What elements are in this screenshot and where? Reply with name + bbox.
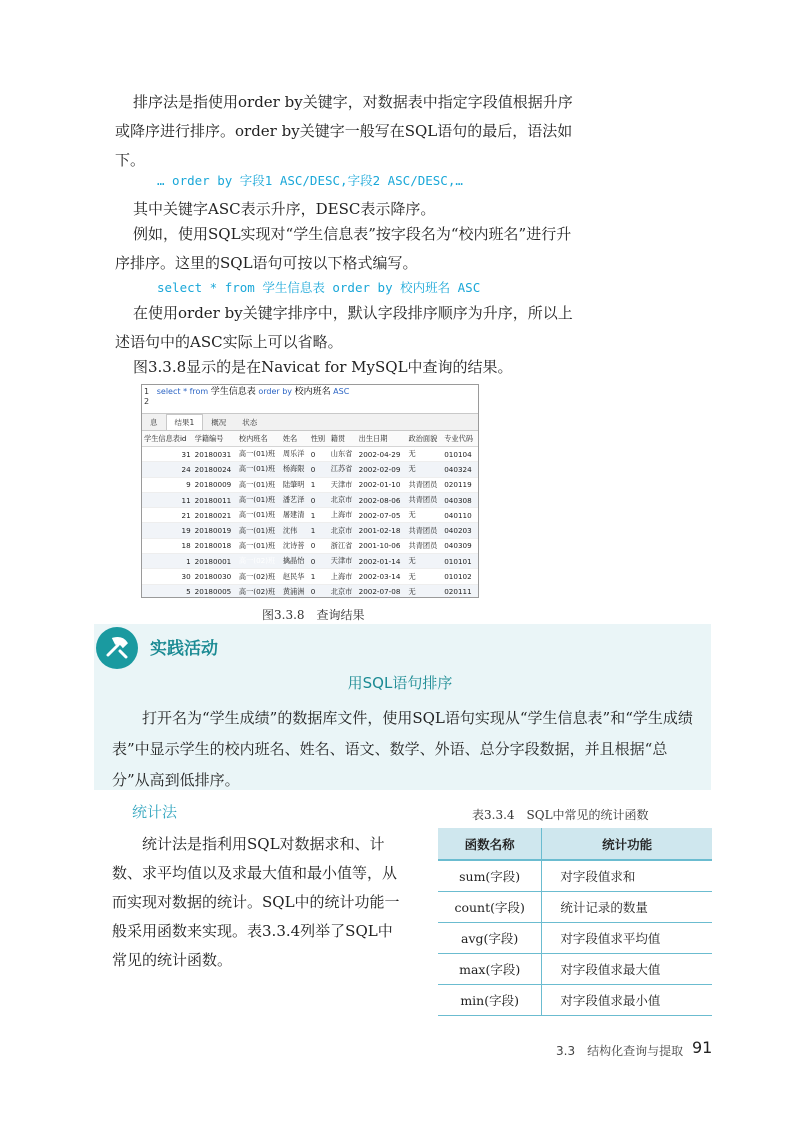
- keyword-asc: ASC: [333, 387, 350, 396]
- result-cell[interactable]: 040324: [442, 462, 478, 477]
- result-cell[interactable]: 高一(02)班: [237, 554, 281, 569]
- result-cell[interactable]: 0: [309, 538, 329, 553]
- result-cell[interactable]: 北京市: [329, 492, 357, 507]
- col-header[interactable]: 学籍编号: [193, 431, 237, 447]
- field-name: 校内班名: [294, 387, 331, 397]
- result-cell[interactable]: 18: [142, 538, 193, 553]
- result-cell[interactable]: 高一(01)班: [237, 462, 281, 477]
- footer-section: 3.3 结构化查询与提取: [556, 1044, 684, 1058]
- result-cell[interactable]: 5: [142, 584, 193, 598]
- table-row: [438, 954, 712, 985]
- result-cell[interactable]: 无: [407, 462, 443, 477]
- result-row[interactable]: [142, 584, 478, 598]
- result-cell[interactable]: 21: [142, 508, 193, 523]
- result-cell[interactable]: 北京市: [329, 584, 357, 598]
- function-purpose: 对字段值求最大值: [542, 954, 712, 985]
- function-name: min(字段): [438, 985, 542, 1016]
- tab-result1[interactable]: 结果1: [166, 414, 204, 430]
- table-row: [438, 985, 712, 1016]
- result-cell[interactable]: 19: [142, 523, 193, 538]
- result-cell[interactable]: 杨海限: [281, 462, 309, 477]
- page-number: 91: [692, 1038, 713, 1057]
- result-cell[interactable]: 无: [407, 584, 443, 598]
- result-cell[interactable]: 沈诗菩: [281, 538, 309, 553]
- result-cell[interactable]: 2002-04-29: [357, 447, 407, 462]
- result-cell[interactable]: 020119: [442, 477, 478, 492]
- result-cell[interactable]: 共青团员: [407, 538, 443, 553]
- col-header[interactable]: 性别: [309, 431, 329, 447]
- result-cell[interactable]: 周乐洋: [281, 447, 309, 462]
- function-purpose: 对字段值求最小值: [542, 985, 712, 1016]
- result-cell[interactable]: 无: [407, 554, 443, 569]
- function-purpose: 对字段值求和: [542, 860, 712, 892]
- result-cell[interactable]: 2002-01-14: [357, 554, 407, 569]
- result-cell[interactable]: 1: [309, 569, 329, 584]
- table-header-row: [438, 828, 712, 860]
- result-cell[interactable]: 20180018: [193, 538, 237, 553]
- function-purpose: 统计记录的数量: [542, 892, 712, 923]
- result-cell[interactable]: 2001-02-18: [357, 523, 407, 538]
- result-cell[interactable]: 无: [407, 569, 443, 584]
- figure-caption: 图3.3.8 查询结果: [262, 608, 365, 622]
- practice-text: 打开名为“学生成绩”的数据库文件，使用SQL语句实现从“学生信息表”和“学生成绩表”中显示学生的校内班名、姓名、语文、数学、外语、总分字段数据，并且根据“总分”从高到低排序。: [112, 709, 693, 789]
- result-cell[interactable]: 上海市: [329, 569, 357, 584]
- result-cell[interactable]: 江苏省: [329, 462, 357, 477]
- result-header-row: [142, 431, 478, 447]
- table-row: [438, 860, 712, 892]
- result-cell[interactable]: 2002-01-10: [357, 477, 407, 492]
- result-cell[interactable]: 11: [142, 492, 193, 507]
- sql-editor: [142, 385, 478, 414]
- result-cell[interactable]: 040110: [442, 508, 478, 523]
- line-number: 1: [144, 387, 150, 396]
- result-cell[interactable]: 高一(01)班: [237, 508, 281, 523]
- function-name: max(字段): [438, 954, 542, 985]
- result-cell[interactable]: 无: [407, 508, 443, 523]
- result-cell[interactable]: 高一(01)班: [237, 492, 281, 507]
- result-cell[interactable]: 潘艺泽: [281, 492, 309, 507]
- result-cell[interactable]: 山东省: [329, 447, 357, 462]
- result-row[interactable]: [142, 492, 478, 507]
- result-cell[interactable]: 共青团员: [407, 477, 443, 492]
- result-cell[interactable]: 20180005: [193, 584, 237, 598]
- result-cell[interactable]: 20180021: [193, 508, 237, 523]
- tab-status[interactable]: 状态: [242, 418, 258, 427]
- result-cell[interactable]: 1: [309, 477, 329, 492]
- practice-heading: 用SQL语句排序: [347, 674, 453, 692]
- result-cell[interactable]: 共青团员: [407, 523, 443, 538]
- result-cell[interactable]: 040309: [442, 538, 478, 553]
- keyword-select: select: [156, 387, 181, 396]
- result-cell[interactable]: 2002-02-09: [357, 462, 407, 477]
- result-row[interactable]: [142, 569, 478, 584]
- result-cell[interactable]: 高一(01)班: [237, 523, 281, 538]
- col-header[interactable]: 专业代码: [442, 431, 478, 447]
- result-cell[interactable]: 2002-03-14: [357, 569, 407, 584]
- result-row[interactable]: [142, 538, 478, 553]
- result-cell[interactable]: 共青团员: [407, 492, 443, 507]
- result-cell[interactable]: 2001-10-06: [357, 538, 407, 553]
- function-purpose: 对字段值求平均值: [542, 923, 712, 954]
- col-header[interactable]: 出生日期: [357, 431, 407, 447]
- result-cell[interactable]: 20180031: [193, 447, 237, 462]
- tab-overview[interactable]: 概况: [211, 418, 227, 427]
- result-row[interactable]: [142, 554, 478, 569]
- header-purpose: 统计功能: [542, 828, 712, 860]
- result-cell[interactable]: 屠建清: [281, 508, 309, 523]
- stats-function-table: [438, 828, 712, 1016]
- result-row[interactable]: [142, 462, 478, 477]
- query-result-screenshot: [141, 384, 479, 598]
- paragraph-example: 例如，使用SQL实现对“学生信息表”按字段名为“校内班名”进行升序排序。这里的SQL语句可按以下格式编写。: [115, 225, 572, 272]
- result-cell[interactable]: 31: [142, 447, 193, 462]
- result-cell[interactable]: 0: [309, 447, 329, 462]
- function-name: sum(字段): [438, 860, 542, 892]
- col-header[interactable]: 学生信息表id: [142, 431, 193, 447]
- result-row[interactable]: [142, 523, 478, 538]
- result-cell[interactable]: 010104: [442, 447, 478, 462]
- function-name: avg(字段): [438, 923, 542, 954]
- result-cell[interactable]: 040308: [442, 492, 478, 507]
- code-order-by-syntax: … order by 字段1 ASC/DESC,字段2 ASC/DESC,…: [157, 173, 463, 188]
- code-select-example: select * from 学生信息表 order by 校内班名 ASC: [157, 280, 481, 295]
- practice-title: 实践活动: [150, 639, 218, 659]
- result-cell[interactable]: 0: [309, 584, 329, 598]
- header-function: 函数名称: [438, 828, 542, 860]
- result-cell[interactable]: 20180019: [193, 523, 237, 538]
- result-tabs: [142, 414, 478, 431]
- result-cell[interactable]: 高一(02)班: [237, 584, 281, 598]
- section-subhead: 统计法: [132, 803, 178, 821]
- result-cell[interactable]: 9: [142, 477, 193, 492]
- table-caption: 表3.3.4 SQL中常见的统计函数: [472, 808, 649, 822]
- result-cell[interactable]: 1: [309, 523, 329, 538]
- result-cell[interactable]: 上海市: [329, 508, 357, 523]
- result-row[interactable]: [142, 477, 478, 492]
- keyword-order-by: order by: [258, 387, 293, 396]
- result-cell[interactable]: 2002-07-05: [357, 508, 407, 523]
- function-name: count(字段): [438, 892, 542, 923]
- result-cell[interactable]: 高一(01)班: [237, 538, 281, 553]
- result-cell[interactable]: 0: [309, 492, 329, 507]
- col-header[interactable]: 政治面貌: [407, 431, 443, 447]
- result-row[interactable]: [142, 447, 478, 462]
- col-header[interactable]: 籍贯: [329, 431, 357, 447]
- result-cell[interactable]: 沈伟: [281, 523, 309, 538]
- result-cell[interactable]: 高一(02)班: [237, 569, 281, 584]
- result-cell[interactable]: 黄浦洲: [281, 584, 309, 598]
- result-cell[interactable]: 20180001: [193, 554, 237, 569]
- result-cell[interactable]: 20180030: [193, 569, 237, 584]
- col-header[interactable]: 校内班名: [237, 431, 281, 447]
- result-cell[interactable]: 040203: [442, 523, 478, 538]
- editor-line-1: [144, 387, 476, 397]
- paragraph-figure-ref: 图3.3.8显示的是在Navicat for MySQL中查询的结果。: [133, 358, 513, 376]
- result-cell[interactable]: 无: [407, 447, 443, 462]
- result-cell[interactable]: 20180024: [193, 462, 237, 477]
- result-cell[interactable]: 0: [309, 554, 329, 569]
- result-cell[interactable]: 浙江省: [329, 538, 357, 553]
- result-cell[interactable]: 高一(01)班: [237, 477, 281, 492]
- paragraph-default-asc: 在使用order by关键字排序中，默认字段排序顺序为升序，所以上述语句中的ASC实际上可以省略。: [115, 304, 573, 351]
- result-cell[interactable]: 北京市: [329, 523, 357, 538]
- paragraph-asc-desc: 其中关键字ASC表示升序，DESC表示降序。: [133, 200, 436, 218]
- result-cell[interactable]: 1: [309, 508, 329, 523]
- result-cell[interactable]: 天津市: [329, 554, 357, 569]
- table-name: 学生信息表: [210, 387, 256, 397]
- editor-line-2: 2: [144, 397, 150, 406]
- result-cell[interactable]: 010101: [442, 554, 478, 569]
- result-body: [142, 447, 478, 599]
- result-cell[interactable]: 24: [142, 462, 193, 477]
- result-grid: [142, 431, 478, 598]
- result-cell[interactable]: 高一(01)班: [237, 447, 281, 462]
- result-cell[interactable]: 擒晶怡: [281, 554, 309, 569]
- result-cell[interactable]: 020111: [442, 584, 478, 598]
- result-cell[interactable]: 赵民华: [281, 569, 309, 584]
- table-row: [438, 923, 712, 954]
- table-row: [438, 892, 712, 923]
- result-cell[interactable]: 陆肇明: [281, 477, 309, 492]
- result-cell[interactable]: 010102: [442, 569, 478, 584]
- result-cell[interactable]: 2002-08-06: [357, 492, 407, 507]
- paragraph-stats: 统计法是指利用SQL对数据求和、计数、求平均值以及求最大值和最小值等，从而实现对数据的统计。SQL中的统计功能一般采用函数来实现。表3.3.4列举了SQL中常见的统计函数。: [112, 835, 400, 969]
- practice-icon: [96, 627, 138, 669]
- result-cell[interactable]: 30: [142, 569, 193, 584]
- keyword-from: * from: [183, 387, 209, 396]
- result-cell[interactable]: 0: [309, 462, 329, 477]
- result-cell[interactable]: 1: [142, 554, 193, 569]
- paragraph-sort-method: 排序法是指使用order by关键字，对数据表中指定字段值根据升序或降序进行排序。order by关键字一般写在SQL语句的最后，语法如下。: [115, 93, 573, 169]
- col-header[interactable]: 姓名: [281, 431, 309, 447]
- result-cell[interactable]: 天津市: [329, 477, 357, 492]
- result-cell[interactable]: 20180011: [193, 492, 237, 507]
- result-cell[interactable]: 20180009: [193, 477, 237, 492]
- result-cell[interactable]: 2002-07-08: [357, 584, 407, 598]
- result-row[interactable]: [142, 508, 478, 523]
- tab-info[interactable]: 息: [150, 418, 158, 427]
